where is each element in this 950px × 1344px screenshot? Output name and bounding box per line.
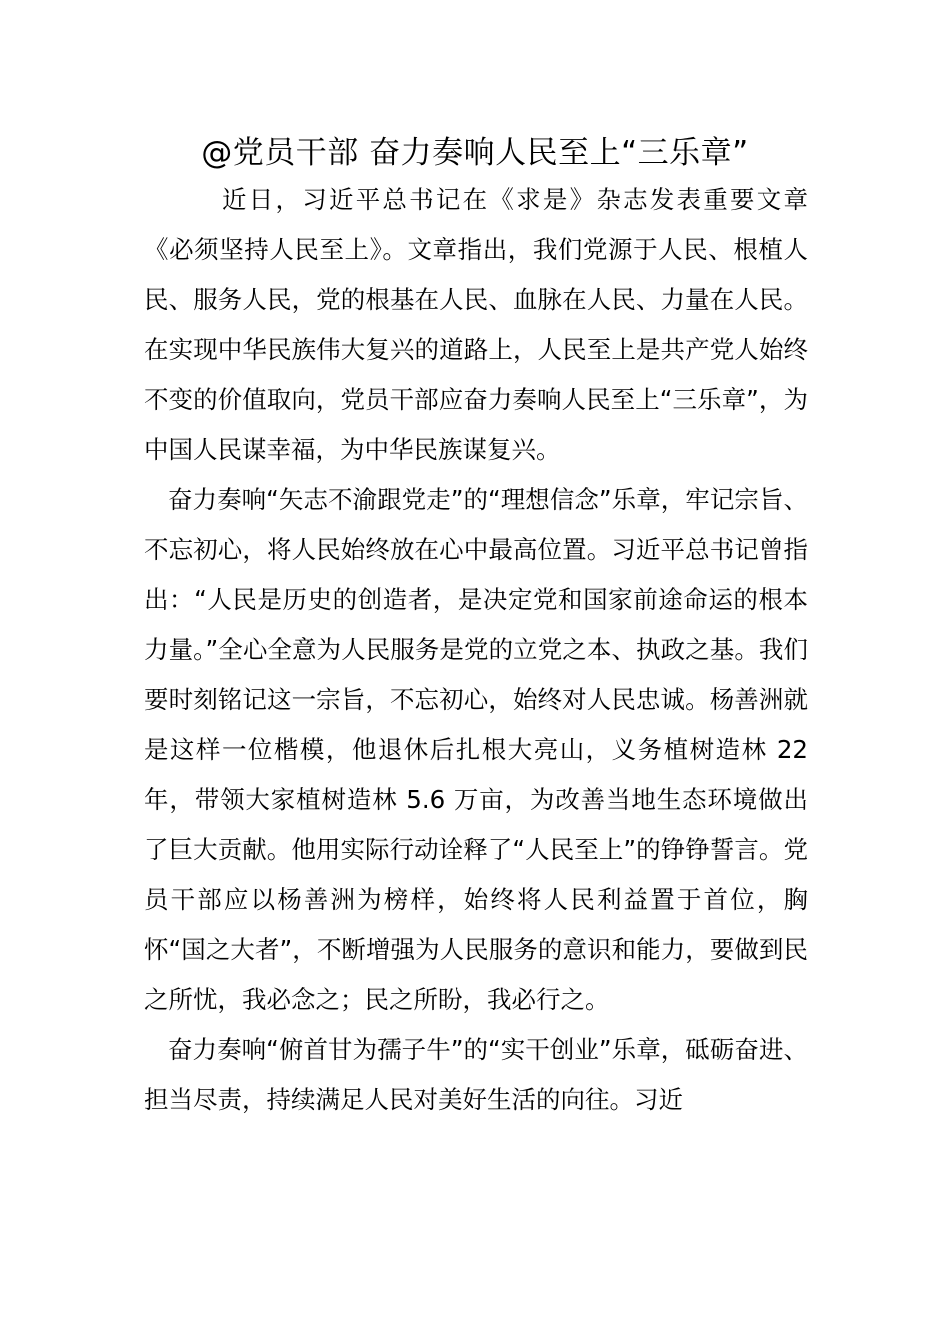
document-body	[144, 175, 808, 1125]
paragraph-intro: 近日，习近平总书记在《求是》杂志发表重要文章《必须坚持人民至上》。文章指出，我们党源于人民、根植人民、服务人民，党的根基在人民、血脉在人民、力量在人民。在实现中华民族伟大复兴的道路上，人民至上是共产党人始终不变的价值取向，党员干部应奋力奏响人民至上“三乐章”，为中国人民谋幸福，为中华民族谋复兴。	[144, 185, 808, 464]
document-title: @党员干部 奋力奏响人民至上“三乐章”	[201, 135, 749, 171]
paragraph-ideals: 奋力奏响“矢志不渝跟党走”的“理想信念”乐章，牢记宗旨、不忘初心，将人民始终放在心中最高位置。习近平总书记曾指出：“人民是历史的创造者，是决定党和国家前途命运的根本力量。”全心全意为人民服务是党的立党之本、执政之基。我们要时刻铭记这一宗旨，不忘初心，始终对人民忠诚。杨善洲就是这样一位楷模，他退休后扎根大亮山，义务植树造林 22 年，带领大家植树造林 5.6 万亩，为改善当地生态环境做出了巨大贡献。他用实际行动诠释了“人民至上”的铮铮誓言。党员干部应以杨善洲为榜样，始终将人民利益置于首位，胸怀“国之大者”，不断增强为人民服务的意识和能力，要做到民之所忧，我必念之；民之所盼，我必行之。	[144, 485, 808, 1014]
paragraph-work: 奋力奏响“俯首甘为孺子牛”的“实干创业”乐章，砥砺奋进、担当尽责，持续满足人民对美好生活的向往。习近	[144, 1035, 808, 1114]
